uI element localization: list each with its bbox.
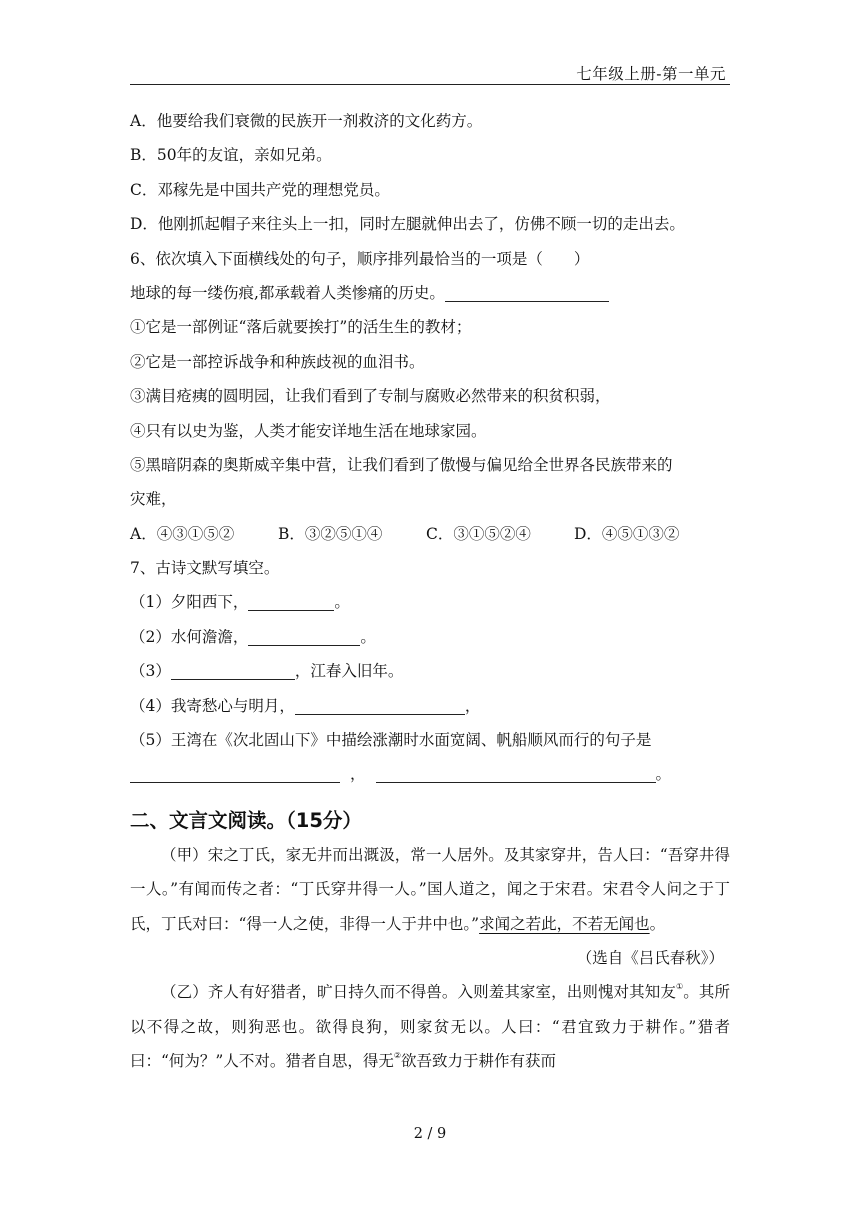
answer-blank xyxy=(130,764,340,783)
q7-line-6 xyxy=(130,757,730,791)
q7-line-4 xyxy=(130,689,730,723)
q6-question: 6、依次填入下面横线处的句子，顺序排列最恰当的一项是（ ） xyxy=(130,249,590,268)
answer-blank xyxy=(171,661,295,680)
q5-option-a: A．他要给我们衰微的民族开一剂救济的文化药方。 xyxy=(130,112,483,130)
answer-blank xyxy=(445,283,609,302)
q5-option-c: C．邓稼先是中国共产党的理想党员。 xyxy=(130,180,390,199)
footnote-mark-2: ② xyxy=(393,1051,402,1061)
q6-item-2: ②它是一部控诉战争和种族歧视的血泪书。 xyxy=(130,352,425,371)
q7-l3-end: ，江春入旧年。 xyxy=(294,662,404,681)
answer-blank xyxy=(248,592,334,611)
page-header xyxy=(130,58,730,85)
q6-stem xyxy=(130,276,730,310)
q7-l6-comma: ， xyxy=(350,765,366,784)
passage-jia xyxy=(130,838,730,941)
q6-item-5-cont: 灾难， xyxy=(130,490,177,509)
q7-line-5: （5）王湾在《次北固山下》中描绘涨潮时水面宽阔、帆船顺风而行的句子是 xyxy=(130,731,652,750)
passage-jia-end: 。 xyxy=(649,914,666,933)
passage-yi-text-b: 。其所以不得之故，则狗恶也。欲得良狗，则家贫无以。人曰：“君宜致力于耕作。”猎者曰：“何为？”人不对。猎者自思，得无 xyxy=(130,983,730,1071)
footnote-mark-1: ① xyxy=(675,982,684,992)
q7-l4-end: ， xyxy=(464,696,481,715)
q7-l2-text: （2）水何澹澹， xyxy=(130,627,249,646)
q6-option-a: A．④③①⑤② xyxy=(130,524,235,543)
answer-blank xyxy=(376,764,656,783)
q7-line-2 xyxy=(130,620,730,654)
q7-l4-text: （4）我寄愁心与明月， xyxy=(130,696,295,715)
header-title: 七年级上册-第一单元 xyxy=(576,65,726,83)
q7-question: 7、古诗文默写填空。 xyxy=(130,559,280,578)
answer-blank xyxy=(248,627,360,646)
passage-yi xyxy=(130,975,730,1078)
passage-jia-underlined: 求闻之若此，不若无闻也 xyxy=(479,914,650,933)
q5-option-b: B．50年的友谊，亲如兄弟。 xyxy=(130,146,332,165)
passage-yi-text-a: （乙）齐人有好猎者，旷日持久而不得兽。入则羞其家室，出则愧对其知友 xyxy=(161,983,676,1002)
q7-line-3 xyxy=(130,654,730,688)
passage-jia-text: （甲）宋之丁氏，家无井而出溉汲，常一人居外。及其家穿井，告人曰：“吾穿井得一人。”有闻而传之者：“丁氏穿井得一人。”国人道之，闻之于宋君。宋君令人问之于丁氏，丁氏对曰：“得一人之使，非得一人于井中也。” xyxy=(130,845,730,933)
page-number: 2 / 9 xyxy=(413,1126,447,1142)
q7-l2-end: 。 xyxy=(360,627,376,646)
q6-options xyxy=(130,517,730,551)
q7-l1-end: 。 xyxy=(334,593,350,612)
q6-option-b: B．③②⑤①④ xyxy=(278,524,383,543)
q5-option-d: D．他刚抓起帽子来往头上一扣，同时左腿就伸出去了，仿佛不顾一切的走出去。 xyxy=(130,215,685,234)
q6-item-4: ④只有以史为鉴，人类才能安详地生活在地球家园。 xyxy=(130,421,487,440)
q6-item-1: ①它是一部例证“落后就要挨打”的活生生的教材； xyxy=(130,318,472,337)
q7-l6-end: 。 xyxy=(655,765,672,784)
passage-source: （选自《吕氏春秋》） xyxy=(576,949,724,968)
q6-option-c: C．③①⑤②④ xyxy=(426,524,531,543)
passage-yi-text-c: 欲吾致力于耕作有获而 xyxy=(401,1052,557,1071)
page-content xyxy=(130,104,730,1079)
q6-stem-text: 地球的每一缕伤痕,都承载着人类惨痛的历史。 xyxy=(130,283,445,302)
q6-item-3: ③满目疮痍的圆明园，让我们看到了专制与腐败必然带来的积贫积弱， xyxy=(130,387,611,406)
q7-l1-text: （1）夕阳西下， xyxy=(130,593,249,612)
q7-l3-text: （3） xyxy=(130,662,171,681)
q6-option-d: D．④⑤①③② xyxy=(574,524,680,543)
section-title: 二、文言文阅读。（15分） xyxy=(130,808,362,832)
q6-item-5: ⑤黑暗阴森的奥斯威辛集中营，让我们看到了傲慢与偏见给全世界各民族带来的 xyxy=(130,455,673,474)
q7-line-1 xyxy=(130,585,730,619)
answer-blank xyxy=(295,696,465,715)
